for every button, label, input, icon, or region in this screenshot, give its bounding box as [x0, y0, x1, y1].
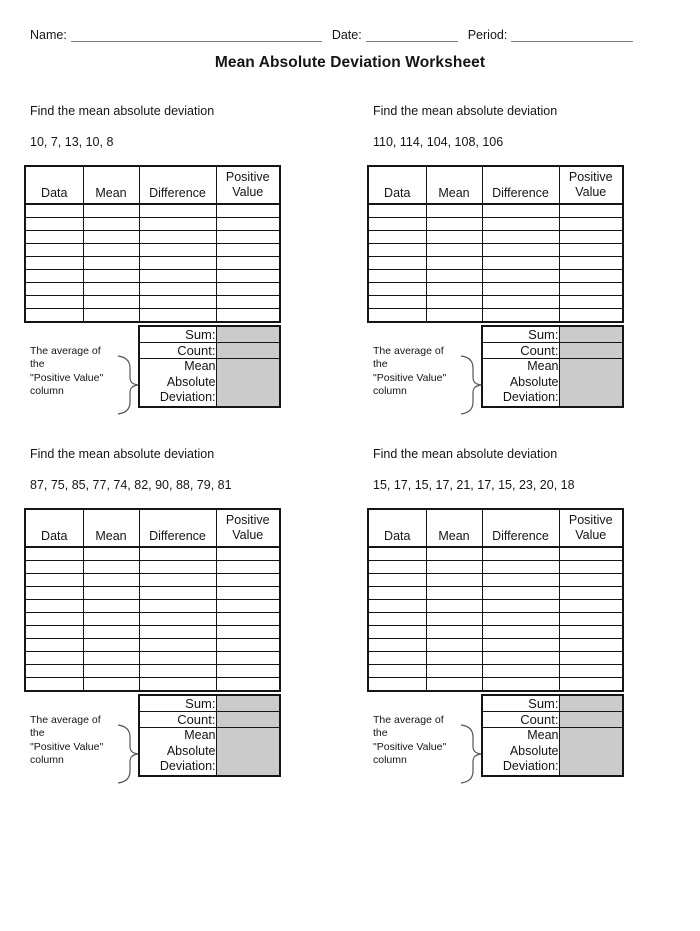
- worksheet-row: [368, 231, 623, 244]
- worksheet-empty-cell[interactable]: [83, 587, 139, 600]
- worksheet-empty-cell[interactable]: [559, 639, 623, 652]
- worksheet-row: [25, 678, 280, 692]
- sum-answer-cell[interactable]: [216, 695, 280, 712]
- worksheet-empty-cell[interactable]: [25, 639, 83, 652]
- mad-answer-cell[interactable]: [216, 728, 280, 776]
- summary-table: [481, 694, 624, 777]
- worksheet-empty-cell[interactable]: [368, 218, 426, 231]
- worksheet-empty-cell[interactable]: [25, 613, 83, 626]
- worksheet-empty-cell[interactable]: [216, 639, 280, 652]
- problem-data-values: 15, 17, 15, 17, 21, 17, 15, 23, 20, 18: [373, 478, 575, 492]
- worksheet-row: [368, 652, 623, 665]
- worksheet-row: [368, 574, 623, 587]
- col-header-difference: Difference: [139, 509, 216, 547]
- worksheet-empty-cell[interactable]: [216, 600, 280, 613]
- worksheet-empty-cell[interactable]: [83, 204, 139, 218]
- worksheet-empty-cell[interactable]: [368, 626, 426, 639]
- count-label: Count:: [139, 712, 216, 728]
- col-header-positive-value: Positive Value: [559, 509, 623, 547]
- worksheet-empty-cell[interactable]: [559, 283, 623, 296]
- col-header-data: Data: [25, 166, 83, 204]
- worksheet-empty-cell[interactable]: [426, 309, 482, 323]
- worksheet-empty-cell[interactable]: [426, 678, 482, 692]
- col-header-difference: Difference: [139, 166, 216, 204]
- count-label: Count:: [139, 343, 216, 359]
- worksheet-empty-cell[interactable]: [368, 678, 426, 692]
- worksheet-empty-cell[interactable]: [482, 244, 559, 257]
- problem-block-2: [373, 104, 688, 408]
- sum-label: Sum:: [139, 695, 216, 712]
- col-header-positive-value: Positive Value: [216, 509, 280, 547]
- worksheet-empty-cell[interactable]: [368, 639, 426, 652]
- summary-area: [24, 325, 287, 408]
- period-fill-line[interactable]: [511, 28, 633, 42]
- worksheet-empty-cell[interactable]: [139, 678, 216, 692]
- worksheet-row: [368, 547, 623, 561]
- worksheet-empty-cell[interactable]: [368, 204, 426, 218]
- worksheet-row: [25, 613, 280, 626]
- count-answer-cell[interactable]: [216, 712, 280, 728]
- worksheet-empty-cell[interactable]: [216, 652, 280, 665]
- worksheet-empty-cell[interactable]: [426, 231, 482, 244]
- worksheet-empty-cell[interactable]: [426, 665, 482, 678]
- worksheet-row: [368, 613, 623, 626]
- worksheet-empty-cell[interactable]: [25, 270, 83, 283]
- worksheet-row: [25, 639, 280, 652]
- worksheet-empty-cell[interactable]: [25, 574, 83, 587]
- worksheet-row: [25, 652, 280, 665]
- worksheet-empty-cell[interactable]: [25, 561, 83, 574]
- header-fill-line-row: [30, 28, 630, 42]
- worksheet-empty-cell[interactable]: [83, 309, 139, 323]
- worksheet-empty-cell[interactable]: [426, 574, 482, 587]
- worksheet-empty-cell[interactable]: [482, 204, 559, 218]
- mad-callout: [30, 345, 140, 413]
- worksheet-empty-cell[interactable]: [25, 244, 83, 257]
- mad-label: Mean Absolute Deviation:: [482, 359, 559, 407]
- sum-label: Sum:: [482, 326, 559, 343]
- worksheet-empty-cell[interactable]: [426, 639, 482, 652]
- worksheet-row: [368, 587, 623, 600]
- worksheet-empty-cell[interactable]: [482, 296, 559, 309]
- worksheet-empty-cell[interactable]: [83, 613, 139, 626]
- worksheet-empty-cell[interactable]: [368, 283, 426, 296]
- worksheet-empty-cell[interactable]: [216, 204, 280, 218]
- sum-label: Sum:: [139, 326, 216, 343]
- problem-data-values: 87, 75, 85, 77, 74, 82, 90, 88, 79, 81: [30, 478, 232, 492]
- worksheet-empty-cell[interactable]: [368, 574, 426, 587]
- worksheet-empty-cell[interactable]: [426, 600, 482, 613]
- date-label: Date:: [331, 28, 362, 42]
- summary-table: [481, 325, 624, 408]
- worksheet-empty-cell[interactable]: [426, 626, 482, 639]
- col-header-mean: Mean: [83, 166, 139, 204]
- worksheet-empty-cell[interactable]: [368, 561, 426, 574]
- worksheet-row: [25, 283, 280, 296]
- worksheet-empty-cell[interactable]: [368, 270, 426, 283]
- worksheet-empty-cell[interactable]: [559, 296, 623, 309]
- name-fill-line[interactable]: [71, 28, 322, 42]
- worksheet-row: [25, 257, 280, 270]
- col-header-mean: Mean: [426, 166, 482, 204]
- worksheet-empty-cell[interactable]: [139, 600, 216, 613]
- worksheet-empty-cell[interactable]: [368, 587, 426, 600]
- problem-block-4: [373, 447, 688, 777]
- worksheet-empty-cell[interactable]: [426, 270, 482, 283]
- worksheet-empty-cell[interactable]: [482, 652, 559, 665]
- worksheet-row: [368, 296, 623, 309]
- worksheet-empty-cell[interactable]: [559, 665, 623, 678]
- worksheet-table-body: [25, 204, 280, 322]
- worksheet-empty-cell[interactable]: [139, 296, 216, 309]
- worksheet-empty-cell[interactable]: [482, 309, 559, 323]
- worksheet-empty-cell[interactable]: [559, 270, 623, 283]
- worksheet-empty-cell[interactable]: [139, 218, 216, 231]
- worksheet-row: [25, 309, 280, 323]
- brace-icon: [459, 724, 483, 784]
- worksheet-table: [367, 165, 624, 323]
- col-header-data: Data: [368, 509, 426, 547]
- worksheet-empty-cell[interactable]: [216, 561, 280, 574]
- worksheet-empty-cell[interactable]: [482, 600, 559, 613]
- worksheet-row: [368, 204, 623, 218]
- worksheet-empty-cell[interactable]: [426, 204, 482, 218]
- sum-answer-cell[interactable]: [559, 695, 623, 712]
- worksheet-empty-cell[interactable]: [139, 231, 216, 244]
- worksheet-empty-cell[interactable]: [559, 231, 623, 244]
- mad-answer-cell[interactable]: [559, 359, 623, 407]
- worksheet-empty-cell[interactable]: [426, 283, 482, 296]
- worksheet-empty-cell[interactable]: [25, 626, 83, 639]
- worksheet-empty-cell[interactable]: [25, 231, 83, 244]
- worksheet-empty-cell[interactable]: [482, 283, 559, 296]
- worksheet-empty-cell[interactable]: [139, 547, 216, 561]
- worksheet-empty-cell[interactable]: [139, 204, 216, 218]
- worksheet-empty-cell[interactable]: [25, 665, 83, 678]
- worksheet-row: [25, 665, 280, 678]
- worksheet-empty-cell[interactable]: [139, 257, 216, 270]
- worksheet-table-body: [368, 204, 623, 322]
- worksheet-empty-cell[interactable]: [426, 587, 482, 600]
- callout-text: The average of the "Positive Value" column: [373, 713, 447, 766]
- worksheet-empty-cell[interactable]: [25, 283, 83, 296]
- worksheet-empty-cell[interactable]: [426, 296, 482, 309]
- worksheet-empty-cell[interactable]: [25, 678, 83, 692]
- callout-text: The average of the "Positive Value" column: [373, 344, 447, 397]
- summary-area: [367, 694, 630, 777]
- worksheet-empty-cell[interactable]: [83, 626, 139, 639]
- mad-callout: [373, 345, 483, 413]
- worksheet-empty-cell[interactable]: [368, 613, 426, 626]
- worksheet-empty-cell[interactable]: [482, 639, 559, 652]
- worksheet-empty-cell[interactable]: [426, 257, 482, 270]
- worksheet-empty-cell[interactable]: [139, 283, 216, 296]
- mad-answer-cell[interactable]: [559, 728, 623, 776]
- worksheet-empty-cell[interactable]: [216, 257, 280, 270]
- callout-text: The average of the "Positive Value" column: [30, 344, 104, 397]
- worksheet-empty-cell[interactable]: [368, 296, 426, 309]
- summary-table: [138, 694, 281, 777]
- worksheet-empty-cell[interactable]: [559, 547, 623, 561]
- worksheet-empty-cell[interactable]: [83, 283, 139, 296]
- worksheet-empty-cell[interactable]: [482, 626, 559, 639]
- summary-table: [138, 325, 281, 408]
- worksheet-row: [25, 561, 280, 574]
- worksheet-empty-cell[interactable]: [426, 652, 482, 665]
- worksheet-row: [368, 270, 623, 283]
- worksheet-empty-cell[interactable]: [139, 652, 216, 665]
- worksheet-row: [25, 574, 280, 587]
- worksheet-row: [368, 561, 623, 574]
- worksheet-table: [24, 508, 281, 692]
- worksheet-empty-cell[interactable]: [139, 613, 216, 626]
- col-header-data: Data: [368, 166, 426, 204]
- mad-callout: [30, 714, 140, 782]
- worksheet-empty-cell[interactable]: [559, 218, 623, 231]
- worksheet-empty-cell[interactable]: [83, 231, 139, 244]
- sum-answer-cell[interactable]: [559, 326, 623, 343]
- col-header-positive-value: Positive Value: [559, 166, 623, 204]
- worksheet-empty-cell[interactable]: [83, 270, 139, 283]
- worksheet-empty-cell[interactable]: [216, 547, 280, 561]
- worksheet-empty-cell[interactable]: [216, 613, 280, 626]
- worksheet-empty-cell[interactable]: [482, 574, 559, 587]
- worksheet-empty-cell[interactable]: [426, 244, 482, 257]
- worksheet-empty-cell[interactable]: [482, 561, 559, 574]
- worksheet-empty-cell[interactable]: [368, 600, 426, 613]
- date-fill-line[interactable]: [366, 28, 458, 42]
- worksheet-empty-cell[interactable]: [83, 218, 139, 231]
- brace-icon: [459, 355, 483, 415]
- worksheet-empty-cell[interactable]: [368, 309, 426, 323]
- worksheet-empty-cell[interactable]: [559, 204, 623, 218]
- problem-block-1: [30, 104, 345, 408]
- worksheet-row: [25, 587, 280, 600]
- worksheet-empty-cell[interactable]: [482, 678, 559, 692]
- worksheet-empty-cell[interactable]: [559, 587, 623, 600]
- worksheet-empty-cell[interactable]: [139, 244, 216, 257]
- worksheet-table: [367, 508, 624, 692]
- worksheet-empty-cell[interactable]: [216, 626, 280, 639]
- worksheet-empty-cell[interactable]: [426, 561, 482, 574]
- worksheet-empty-cell[interactable]: [559, 652, 623, 665]
- problem-data-values: 10, 7, 13, 10, 8: [30, 135, 114, 149]
- worksheet-row: [368, 626, 623, 639]
- worksheet-empty-cell[interactable]: [559, 257, 623, 270]
- problem-prompt: Find the mean absolute deviation: [373, 104, 558, 118]
- worksheet-empty-cell[interactable]: [139, 587, 216, 600]
- worksheet-table-body: [368, 547, 623, 691]
- worksheet-empty-cell[interactable]: [216, 665, 280, 678]
- worksheet-empty-cell[interactable]: [368, 547, 426, 561]
- worksheet-empty-cell[interactable]: [216, 283, 280, 296]
- worksheet-row: [25, 270, 280, 283]
- worksheet-empty-cell[interactable]: [25, 547, 83, 561]
- worksheet-empty-cell[interactable]: [216, 218, 280, 231]
- worksheet-empty-cell[interactable]: [216, 296, 280, 309]
- worksheet-empty-cell[interactable]: [216, 587, 280, 600]
- worksheet-row: [368, 309, 623, 323]
- worksheet-empty-cell[interactable]: [83, 639, 139, 652]
- problem-prompt: Find the mean absolute deviation: [30, 447, 215, 461]
- count-answer-cell[interactable]: [559, 712, 623, 728]
- worksheet-empty-cell[interactable]: [139, 561, 216, 574]
- worksheet-empty-cell[interactable]: [25, 652, 83, 665]
- name-label: Name:: [30, 28, 67, 42]
- worksheet-row: [368, 639, 623, 652]
- worksheet-table-body: [25, 547, 280, 691]
- worksheet-empty-cell[interactable]: [25, 204, 83, 218]
- worksheet-row: [25, 547, 280, 561]
- worksheet-empty-cell[interactable]: [368, 652, 426, 665]
- worksheet-empty-cell[interactable]: [559, 309, 623, 323]
- problem-prompt: Find the mean absolute deviation: [373, 447, 558, 461]
- worksheet-empty-cell[interactable]: [482, 613, 559, 626]
- worksheet-empty-cell[interactable]: [216, 309, 280, 323]
- worksheet-empty-cell[interactable]: [25, 309, 83, 323]
- callout-text: The average of the "Positive Value" column: [30, 713, 104, 766]
- worksheet-empty-cell[interactable]: [426, 547, 482, 561]
- worksheet-row: [25, 600, 280, 613]
- page-title: Mean Absolute Deviation Worksheet: [214, 54, 486, 71]
- sum-answer-cell[interactable]: [216, 326, 280, 343]
- count-answer-cell[interactable]: [216, 343, 280, 359]
- worksheet-empty-cell[interactable]: [559, 613, 623, 626]
- worksheet-row: [25, 231, 280, 244]
- worksheet-empty-cell[interactable]: [216, 574, 280, 587]
- summary-area: [24, 694, 287, 777]
- worksheet-empty-cell[interactable]: [559, 678, 623, 692]
- worksheet-empty-cell[interactable]: [216, 678, 280, 692]
- count-answer-cell[interactable]: [559, 343, 623, 359]
- worksheet-row: [368, 665, 623, 678]
- worksheet-empty-cell[interactable]: [139, 309, 216, 323]
- worksheet-row: [368, 283, 623, 296]
- worksheet-empty-cell[interactable]: [83, 561, 139, 574]
- worksheet-empty-cell[interactable]: [83, 678, 139, 692]
- worksheet-row: [25, 218, 280, 231]
- col-header-mean: Mean: [83, 509, 139, 547]
- worksheet-row: [25, 244, 280, 257]
- worksheet-empty-cell[interactable]: [482, 218, 559, 231]
- worksheet-empty-cell[interactable]: [216, 244, 280, 257]
- worksheet-empty-cell[interactable]: [559, 561, 623, 574]
- worksheet-empty-cell[interactable]: [482, 257, 559, 270]
- mad-answer-cell[interactable]: [216, 359, 280, 407]
- worksheet-empty-cell[interactable]: [139, 270, 216, 283]
- brace-icon: [116, 355, 140, 415]
- worksheet-empty-cell[interactable]: [25, 296, 83, 309]
- worksheet-table: [24, 165, 281, 323]
- worksheet-row: [368, 218, 623, 231]
- worksheet-empty-cell[interactable]: [83, 547, 139, 561]
- worksheet-empty-cell[interactable]: [426, 218, 482, 231]
- sum-label: Sum:: [482, 695, 559, 712]
- worksheet-empty-cell[interactable]: [482, 270, 559, 283]
- col-header-positive-value: Positive Value: [216, 166, 280, 204]
- mad-label: Mean Absolute Deviation:: [139, 728, 216, 776]
- worksheet-empty-cell[interactable]: [368, 665, 426, 678]
- problem-prompt: Find the mean absolute deviation: [30, 104, 215, 118]
- worksheet-row: [368, 257, 623, 270]
- worksheet-row: [368, 244, 623, 257]
- count-label: Count:: [482, 343, 559, 359]
- worksheet-empty-cell[interactable]: [482, 231, 559, 244]
- worksheet-empty-cell[interactable]: [25, 600, 83, 613]
- worksheet-empty-cell[interactable]: [368, 244, 426, 257]
- worksheet-empty-cell[interactable]: [83, 652, 139, 665]
- worksheet-row: [25, 626, 280, 639]
- worksheet-empty-cell[interactable]: [482, 665, 559, 678]
- worksheet-row: [368, 678, 623, 692]
- worksheet-empty-cell[interactable]: [83, 574, 139, 587]
- count-label: Count:: [482, 712, 559, 728]
- mad-label: Mean Absolute Deviation:: [139, 359, 216, 407]
- worksheet-empty-cell[interactable]: [83, 296, 139, 309]
- worksheet-empty-cell[interactable]: [25, 257, 83, 270]
- mad-callout: [373, 714, 483, 782]
- worksheet-row: [25, 296, 280, 309]
- col-header-data: Data: [25, 509, 83, 547]
- worksheet-empty-cell[interactable]: [139, 665, 216, 678]
- worksheet-empty-cell[interactable]: [25, 218, 83, 231]
- worksheet-empty-cell[interactable]: [83, 600, 139, 613]
- worksheet-empty-cell[interactable]: [216, 231, 280, 244]
- worksheet-empty-cell[interactable]: [368, 231, 426, 244]
- worksheet-empty-cell[interactable]: [216, 270, 280, 283]
- worksheet-empty-cell[interactable]: [83, 257, 139, 270]
- problem-block-3: [30, 447, 345, 777]
- problem-data-values: 110, 114, 104, 108, 106: [373, 135, 504, 149]
- worksheet-empty-cell[interactable]: [139, 626, 216, 639]
- worksheet-empty-cell[interactable]: [83, 244, 139, 257]
- col-header-difference: Difference: [482, 166, 559, 204]
- worksheet-empty-cell[interactable]: [139, 639, 216, 652]
- worksheet-empty-cell[interactable]: [559, 626, 623, 639]
- worksheet-empty-cell[interactable]: [83, 665, 139, 678]
- worksheet-empty-cell[interactable]: [368, 257, 426, 270]
- worksheet-empty-cell[interactable]: [559, 244, 623, 257]
- col-header-difference: Difference: [482, 509, 559, 547]
- worksheet-empty-cell[interactable]: [139, 574, 216, 587]
- worksheet-empty-cell[interactable]: [482, 587, 559, 600]
- worksheet-row: [368, 600, 623, 613]
- period-label: Period:: [467, 28, 508, 42]
- summary-area: [367, 325, 630, 408]
- worksheet-empty-cell[interactable]: [426, 613, 482, 626]
- worksheet-empty-cell[interactable]: [482, 547, 559, 561]
- worksheet-row: [25, 204, 280, 218]
- col-header-mean: Mean: [426, 509, 482, 547]
- worksheet-empty-cell[interactable]: [559, 600, 623, 613]
- mad-label: Mean Absolute Deviation:: [482, 728, 559, 776]
- brace-icon: [116, 724, 140, 784]
- worksheet-empty-cell[interactable]: [559, 574, 623, 587]
- worksheet-empty-cell[interactable]: [25, 587, 83, 600]
